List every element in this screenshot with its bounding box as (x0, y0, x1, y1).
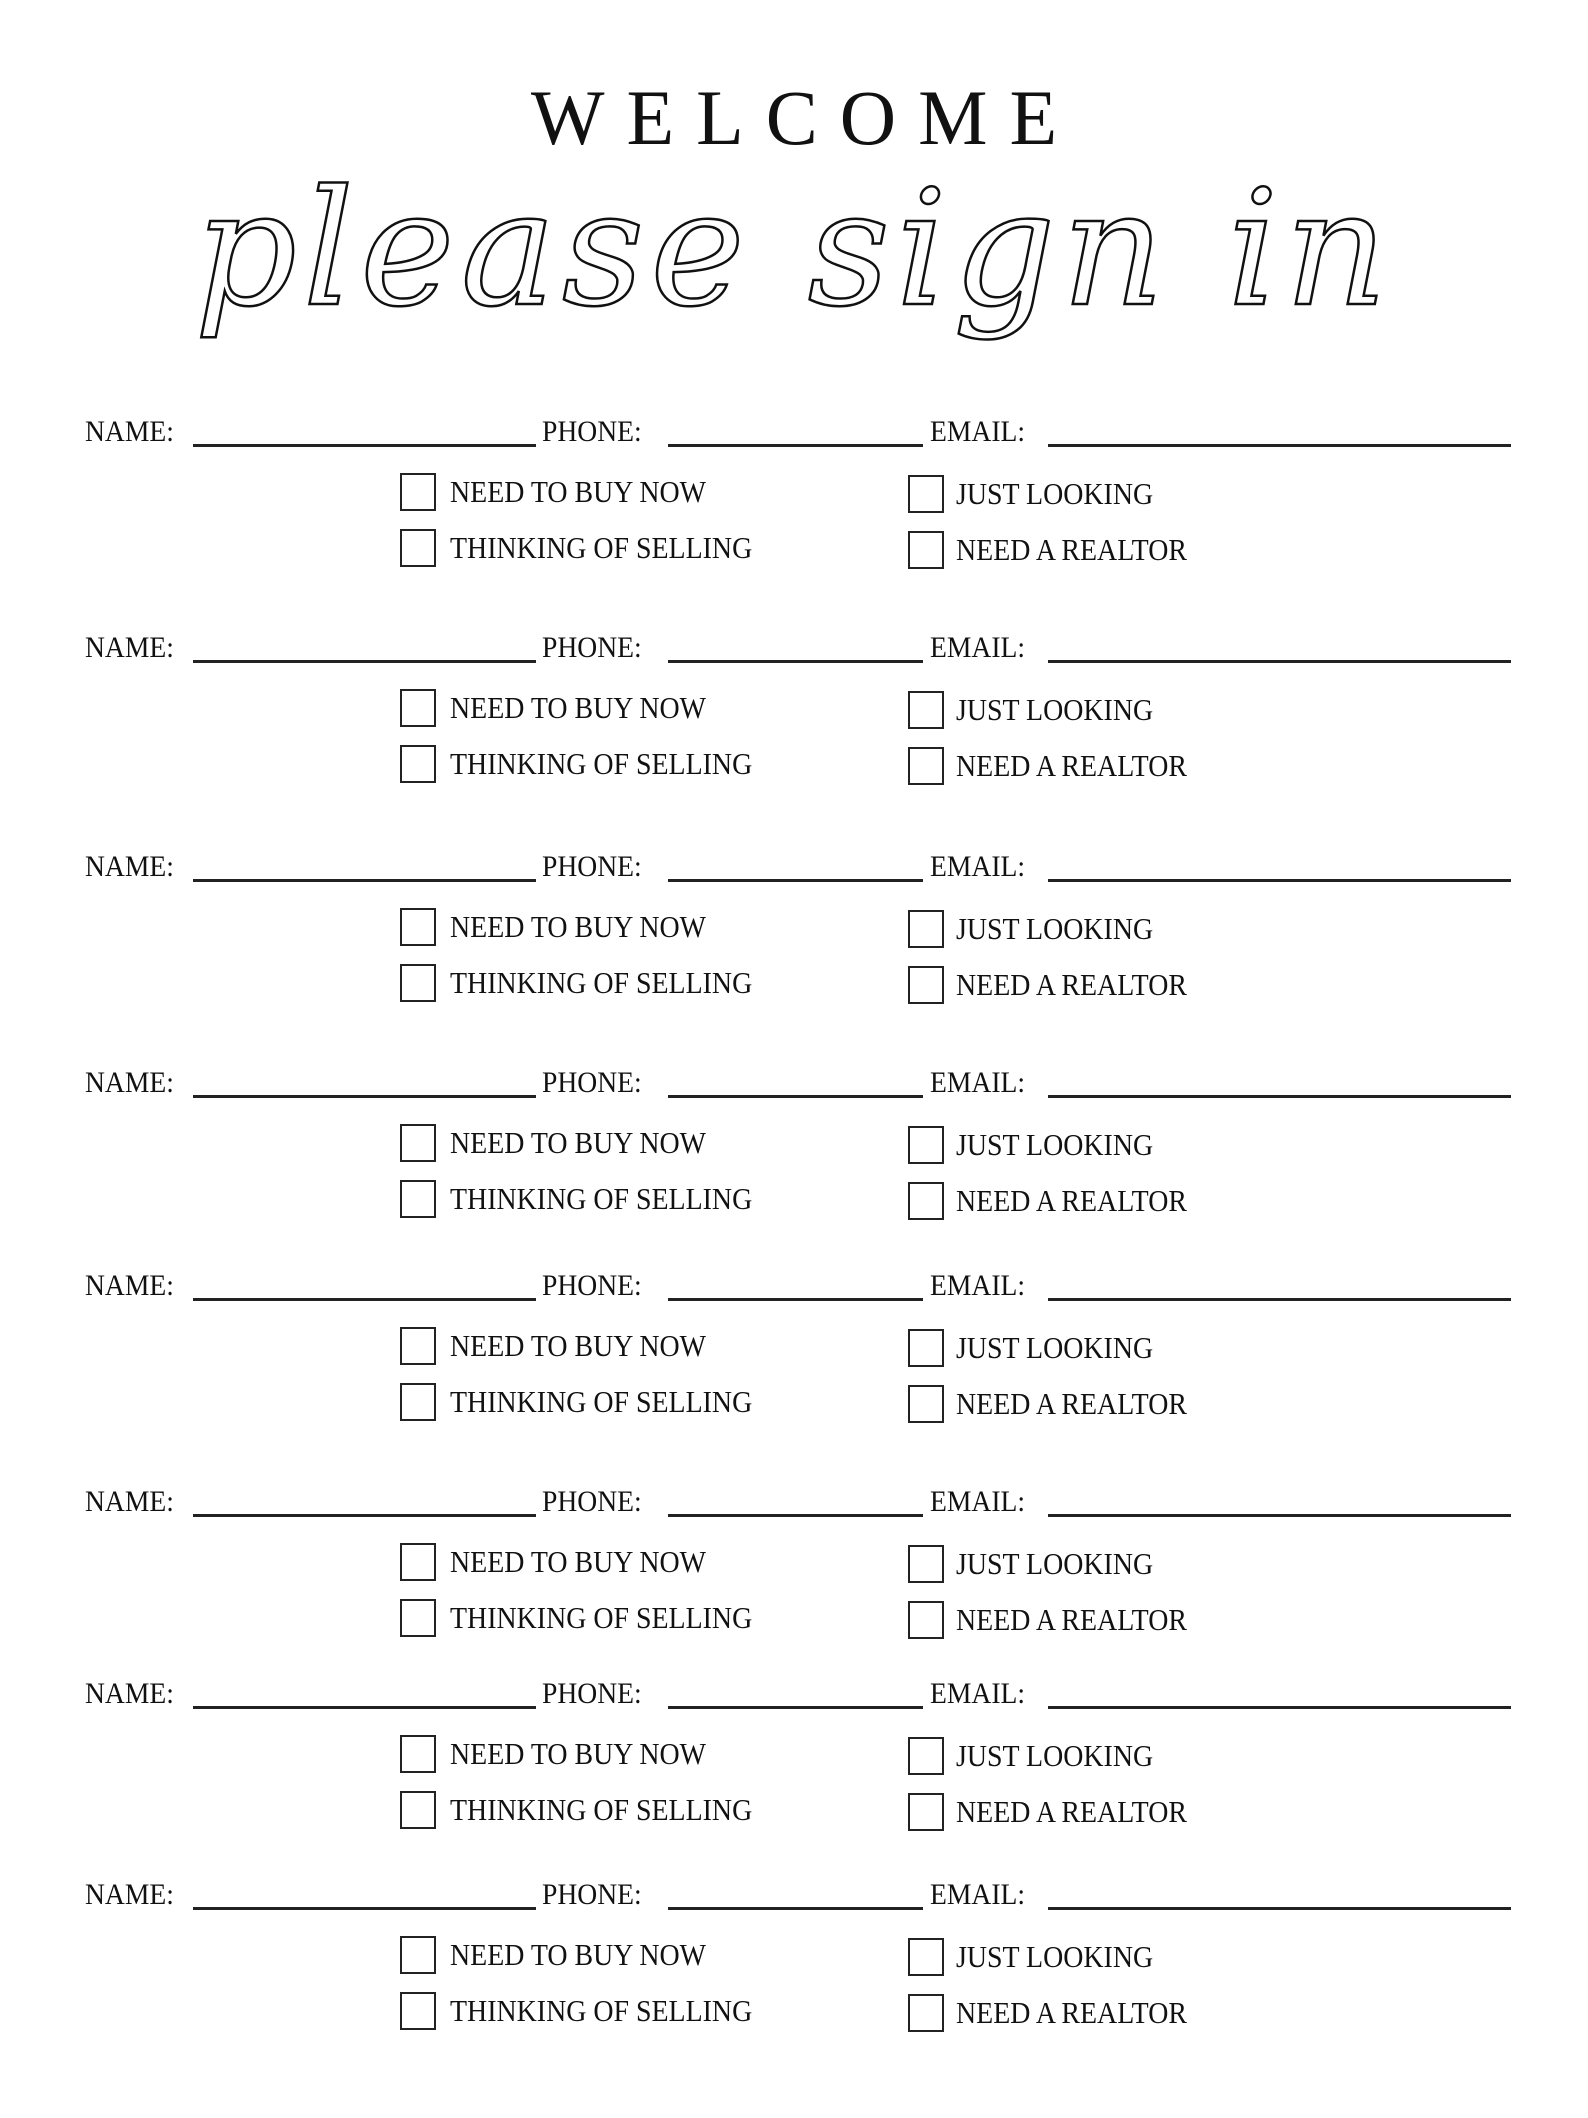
phone-field[interactable] (668, 660, 923, 663)
phone-field[interactable] (668, 1514, 923, 1517)
sign-in-entry (0, 1269, 1588, 1469)
please-sign-in-heading: please sign in (194, 155, 1394, 342)
sign-in-entry (0, 1066, 1588, 1266)
email-label: EMAIL: (930, 1066, 1026, 1099)
need-a-realtor-checkbox[interactable] (908, 966, 944, 1004)
need-to-buy-now-checkbox[interactable] (400, 473, 436, 511)
need-to-buy-now-checkbox[interactable] (400, 1936, 436, 1974)
just-looking-checkbox[interactable] (908, 1126, 944, 1164)
need-to-buy-now-label: NEED TO BUY NOW (450, 1736, 706, 1771)
thinking-of-selling-label: THINKING OF SELLING (450, 1384, 753, 1419)
email-field[interactable] (1048, 1514, 1511, 1517)
just-looking-label: JUST LOOKING (956, 1330, 1154, 1365)
phone-label: PHONE: (542, 415, 642, 448)
thinking-of-selling-label: THINKING OF SELLING (450, 965, 753, 1000)
need-to-buy-now-label: NEED TO BUY NOW (450, 1328, 706, 1363)
just-looking-checkbox[interactable] (908, 910, 944, 948)
name-label: NAME: (85, 1066, 174, 1099)
phone-field[interactable] (668, 1298, 923, 1301)
phone-field[interactable] (668, 879, 923, 882)
sign-in-entry (0, 1878, 1588, 2078)
need-to-buy-now-label: NEED TO BUY NOW (450, 1937, 706, 1972)
name-field[interactable] (193, 1706, 536, 1709)
email-field[interactable] (1048, 444, 1511, 447)
just-looking-label: JUST LOOKING (956, 476, 1154, 511)
name-field[interactable] (193, 660, 536, 663)
just-looking-label: JUST LOOKING (956, 1738, 1154, 1773)
phone-label: PHONE: (542, 1485, 642, 1518)
name-field[interactable] (193, 1907, 536, 1910)
phone-label: PHONE: (542, 850, 642, 883)
name-field[interactable] (193, 1095, 536, 1098)
just-looking-label: JUST LOOKING (956, 1127, 1154, 1162)
need-a-realtor-label: NEED A REALTOR (956, 1183, 1187, 1218)
need-to-buy-now-label: NEED TO BUY NOW (450, 1544, 706, 1579)
email-label: EMAIL: (930, 850, 1026, 883)
just-looking-label: JUST LOOKING (956, 1939, 1154, 1974)
need-to-buy-now-label: NEED TO BUY NOW (450, 474, 706, 509)
need-a-realtor-label: NEED A REALTOR (956, 1794, 1187, 1829)
just-looking-checkbox[interactable] (908, 1737, 944, 1775)
name-field[interactable] (193, 879, 536, 882)
need-to-buy-now-checkbox[interactable] (400, 908, 436, 946)
thinking-of-selling-checkbox[interactable] (400, 1992, 436, 2030)
need-to-buy-now-checkbox[interactable] (400, 1124, 436, 1162)
just-looking-label: JUST LOOKING (956, 692, 1154, 727)
need-a-realtor-label: NEED A REALTOR (956, 532, 1187, 567)
need-to-buy-now-label: NEED TO BUY NOW (450, 1125, 706, 1160)
need-to-buy-now-label: NEED TO BUY NOW (450, 690, 706, 725)
email-field[interactable] (1048, 879, 1511, 882)
email-field[interactable] (1048, 1706, 1511, 1709)
just-looking-checkbox[interactable] (908, 1545, 944, 1583)
thinking-of-selling-label: THINKING OF SELLING (450, 1600, 753, 1635)
just-looking-checkbox[interactable] (908, 691, 944, 729)
email-field[interactable] (1048, 1298, 1511, 1301)
phone-label: PHONE: (542, 1878, 642, 1911)
email-label: EMAIL: (930, 415, 1026, 448)
email-field[interactable] (1048, 1095, 1511, 1098)
need-to-buy-now-checkbox[interactable] (400, 1543, 436, 1581)
name-label: NAME: (85, 415, 174, 448)
email-field[interactable] (1048, 1907, 1511, 1910)
need-a-realtor-checkbox[interactable] (908, 1601, 944, 1639)
thinking-of-selling-label: THINKING OF SELLING (450, 746, 753, 781)
need-to-buy-now-label: NEED TO BUY NOW (450, 909, 706, 944)
need-a-realtor-label: NEED A REALTOR (956, 967, 1187, 1002)
email-label: EMAIL: (930, 1878, 1026, 1911)
need-a-realtor-checkbox[interactable] (908, 1994, 944, 2032)
need-a-realtor-label: NEED A REALTOR (956, 748, 1187, 783)
name-field[interactable] (193, 444, 536, 447)
just-looking-checkbox[interactable] (908, 1329, 944, 1367)
need-a-realtor-checkbox[interactable] (908, 1385, 944, 1423)
thinking-of-selling-checkbox[interactable] (400, 964, 436, 1002)
thinking-of-selling-label: THINKING OF SELLING (450, 1792, 753, 1827)
need-to-buy-now-checkbox[interactable] (400, 689, 436, 727)
phone-label: PHONE: (542, 1677, 642, 1710)
need-a-realtor-checkbox[interactable] (908, 1793, 944, 1831)
email-label: EMAIL: (930, 631, 1026, 664)
thinking-of-selling-label: THINKING OF SELLING (450, 530, 753, 565)
phone-field[interactable] (668, 444, 923, 447)
name-field[interactable] (193, 1514, 536, 1517)
sign-in-entry (0, 631, 1588, 831)
thinking-of-selling-checkbox[interactable] (400, 1791, 436, 1829)
phone-label: PHONE: (542, 631, 642, 664)
phone-label: PHONE: (542, 1066, 642, 1099)
just-looking-checkbox[interactable] (908, 475, 944, 513)
thinking-of-selling-checkbox[interactable] (400, 1180, 436, 1218)
thinking-of-selling-checkbox[interactable] (400, 1383, 436, 1421)
need-a-realtor-checkbox[interactable] (908, 747, 944, 785)
need-a-realtor-checkbox[interactable] (908, 1182, 944, 1220)
name-label: NAME: (85, 631, 174, 664)
name-field[interactable] (193, 1298, 536, 1301)
just-looking-checkbox[interactable] (908, 1938, 944, 1976)
phone-field[interactable] (668, 1907, 923, 1910)
thinking-of-selling-label: THINKING OF SELLING (450, 1181, 753, 1216)
just-looking-label: JUST LOOKING (956, 911, 1154, 946)
need-a-realtor-label: NEED A REALTOR (956, 1602, 1187, 1637)
email-label: EMAIL: (930, 1269, 1026, 1302)
welcome-heading: WELCOME (530, 74, 1080, 161)
thinking-of-selling-checkbox[interactable] (400, 1599, 436, 1637)
just-looking-label: JUST LOOKING (956, 1546, 1154, 1581)
phone-field[interactable] (668, 1095, 923, 1098)
thinking-of-selling-label: THINKING OF SELLING (450, 1993, 753, 2028)
name-label: NAME: (85, 1878, 174, 1911)
thinking-of-selling-checkbox[interactable] (400, 529, 436, 567)
name-label: NAME: (85, 1485, 174, 1518)
name-label: NAME: (85, 1269, 174, 1302)
sign-in-entry (0, 1677, 1588, 1877)
name-label: NAME: (85, 850, 174, 883)
sign-in-entry (0, 1485, 1588, 1685)
need-to-buy-now-checkbox[interactable] (400, 1735, 436, 1773)
phone-field[interactable] (668, 1706, 923, 1709)
need-a-realtor-checkbox[interactable] (908, 531, 944, 569)
need-a-realtor-label: NEED A REALTOR (956, 1386, 1187, 1421)
sign-in-entry (0, 415, 1588, 615)
thinking-of-selling-checkbox[interactable] (400, 745, 436, 783)
need-a-realtor-label: NEED A REALTOR (956, 1995, 1187, 2030)
phone-label: PHONE: (542, 1269, 642, 1302)
sign-in-entry (0, 850, 1588, 1050)
email-label: EMAIL: (930, 1485, 1026, 1518)
email-label: EMAIL: (930, 1677, 1026, 1710)
need-to-buy-now-checkbox[interactable] (400, 1327, 436, 1365)
email-field[interactable] (1048, 660, 1511, 663)
name-label: NAME: (85, 1677, 174, 1710)
